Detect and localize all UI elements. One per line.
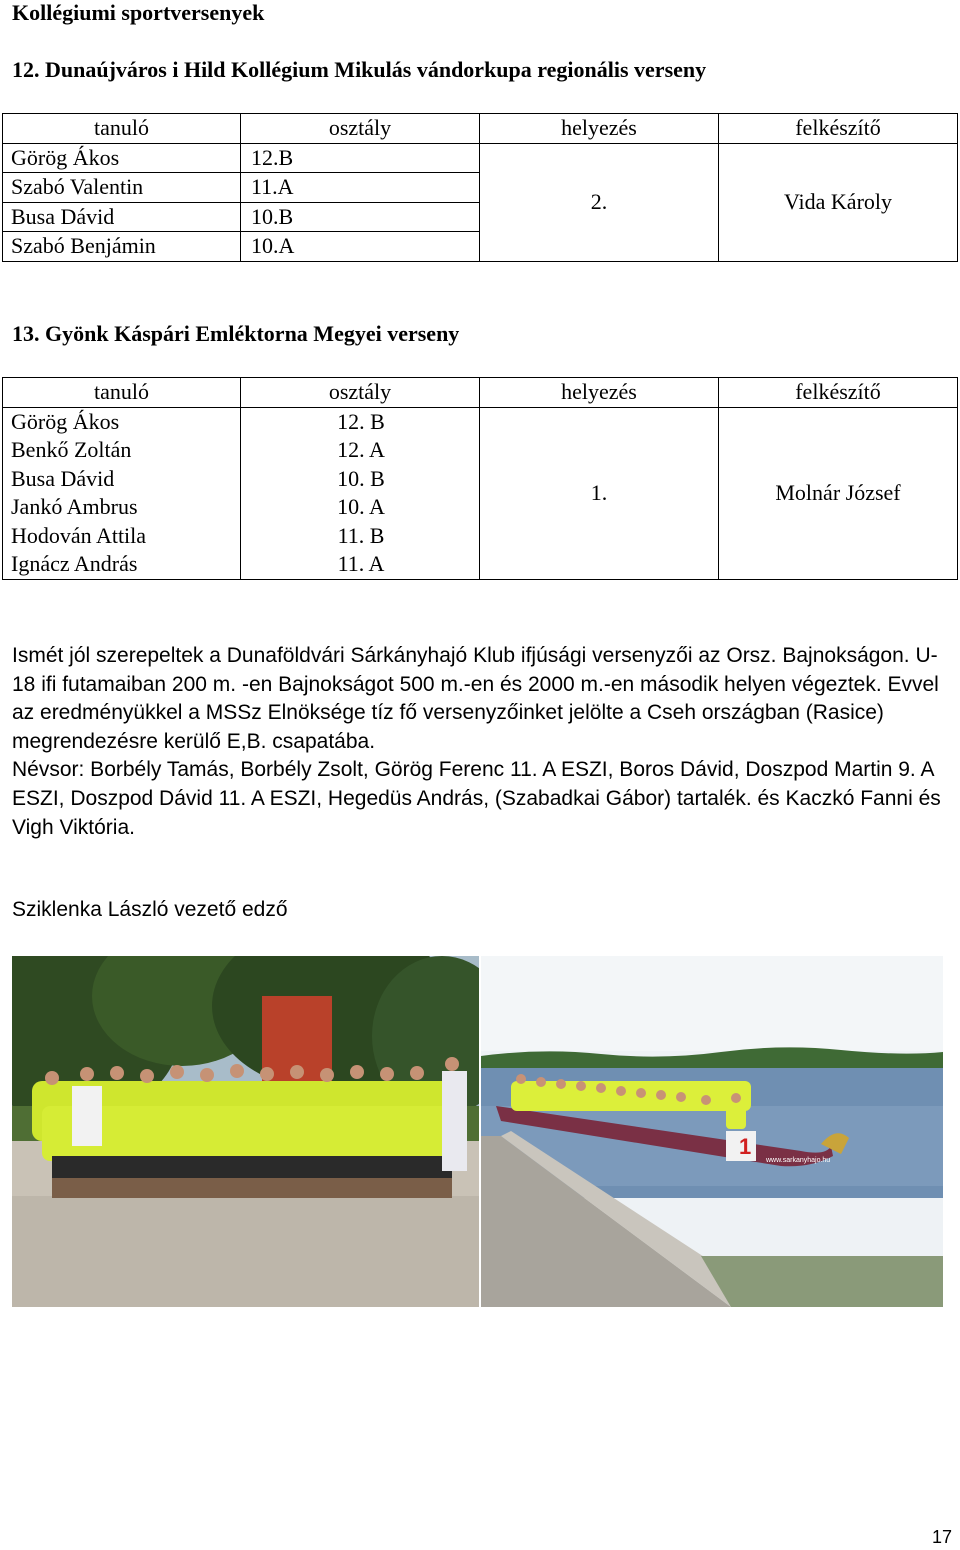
team-members [32, 1071, 467, 1198]
student-class: 10. B [241, 465, 480, 494]
section-12-table [2, 113, 958, 262]
student-name: Ignácz András [3, 550, 241, 579]
student-name: Benkő Zoltán [3, 436, 241, 465]
student-class: 11.A [241, 173, 480, 203]
header-coach: felkészítő [719, 114, 958, 144]
head-coach-line: Sziklenka László vezető edző [12, 898, 288, 921]
results-paragraph [12, 642, 952, 842]
student-name: Hodován Attila [3, 522, 241, 551]
student-class: 12. B [241, 407, 480, 436]
section-13-title: 13. Gyönk Káspári Emléktorna Megyei verseny [12, 321, 460, 346]
table-row [3, 143, 958, 173]
dragon-boat-drawing [481, 956, 943, 1307]
student-name: Szabó Valentin [3, 173, 241, 203]
student-class: 12.B [241, 143, 480, 173]
placement-value: 2. [480, 143, 719, 261]
student-class: 12. A [241, 436, 480, 465]
student-class: 10. A [241, 493, 480, 522]
student-name: Busa Dávid [3, 202, 241, 232]
page-title: Kollégiumi sportversenyek [12, 0, 265, 25]
results-text: Ismét jól szerepeltek a Dunaföldvári Sárkányhajó Klub ifjúsági versenyzői az Orsz. Bajnokságon. U-18 ifi futamaiban 200 m. -en Bajnokságot 500 m.-en és 2000 m.-en második helyen végeztek. Evvel az eredményükkel a MSSz Elnöksége tíz fő versenyzőinket jelölte a Cseh országban (Rasice) megrendezésre kerülő E,B. csapatába. [12, 644, 939, 753]
student-class: 10.A [241, 232, 480, 262]
dragon-boat-photo [481, 956, 943, 1307]
student-class: 11. A [241, 550, 480, 579]
section-12-title: 12. Dunaújváros i Hild Kollégium Mikulás vándorkupa regionális verseny [12, 57, 707, 82]
team-group-photo [12, 956, 479, 1307]
header-student: tanuló [3, 378, 241, 408]
student-name: Görög Ákos [3, 143, 241, 173]
header-class: osztály [241, 378, 480, 408]
student-name: Görög Ákos [3, 407, 241, 436]
header-student: tanuló [3, 114, 241, 144]
student-class: 10.B [241, 202, 480, 232]
header-placement: helyezés [480, 378, 719, 408]
placement-value: 1. [480, 407, 719, 579]
student-class: 11. B [241, 522, 480, 551]
team-photo-drawing [12, 956, 479, 1307]
boat-number: 1 [739, 1134, 752, 1159]
roster-text: Névsor: Borbély Tamás, Borbély Zsolt, Görög Ferenc 11. A ESZI, Boros Dávid, Doszpod Martin 9. A ESZI, Doszpod Dávid 11. A ESZI, Hegedüs András, (Szabadkai Gábor) tartalék. és Kaczkó Fanni és Vigh Viktória. [12, 758, 941, 839]
header-coach: felkészítő [719, 378, 958, 408]
table-row [3, 407, 958, 436]
page-number: 17 [931, 1527, 952, 1547]
coach-name: Vida Károly [719, 143, 958, 261]
student-name: Jankó Ambrus [3, 493, 241, 522]
boat-banner: www.sarkanyhajo.hu [766, 1157, 831, 1164]
header-class: osztály [241, 114, 480, 144]
student-name: Busa Dávid [3, 465, 241, 494]
student-name: Szabó Benjámin [3, 232, 241, 262]
table-header-row [3, 114, 958, 144]
coach-name: Molnár József [719, 407, 958, 579]
header-placement: helyezés [480, 114, 719, 144]
table-header-row [3, 378, 958, 408]
section-13-table [2, 377, 958, 580]
